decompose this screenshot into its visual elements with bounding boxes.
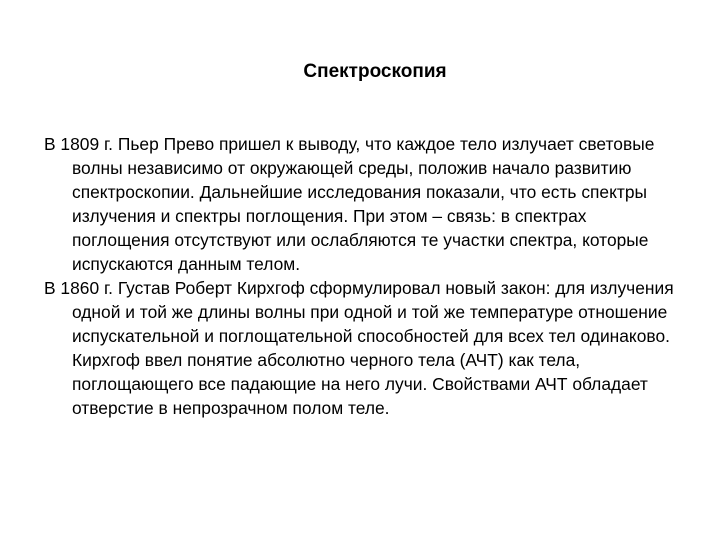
- slide-title: Спектроскопия: [303, 61, 447, 82]
- paragraph-kirchhoff: В 1860 г. Густав Роберт Кирхгоф сформулировал новый закон: для излучения одной и той же длины волны при одной и той же температуре отношение испускательной и поглощательной способностей для всех тел одинаково. Кирхгоф ввел понятие абсолютно черного тела (АЧТ) как тела, поглощающего все падающие на него лучи. Свойствами АЧТ обладает отверстие в непрозрачном полом теле.: [44, 278, 674, 418]
- paragraph-prevost: В 1809 г. Пьер Прево пришел к выводу, что каждое тело излучает световые волны независимо от окружающей среды, положив начало развитию спектроскопии. Дальнейшие исследования показали, что есть спектры излучения и спектры поглощения. При этом – связь: в спектрах поглощения отсутствуют или ослабляются те участки спектра, которые испускаются данным телом.: [44, 134, 655, 274]
- slide-body: [44, 132, 684, 420]
